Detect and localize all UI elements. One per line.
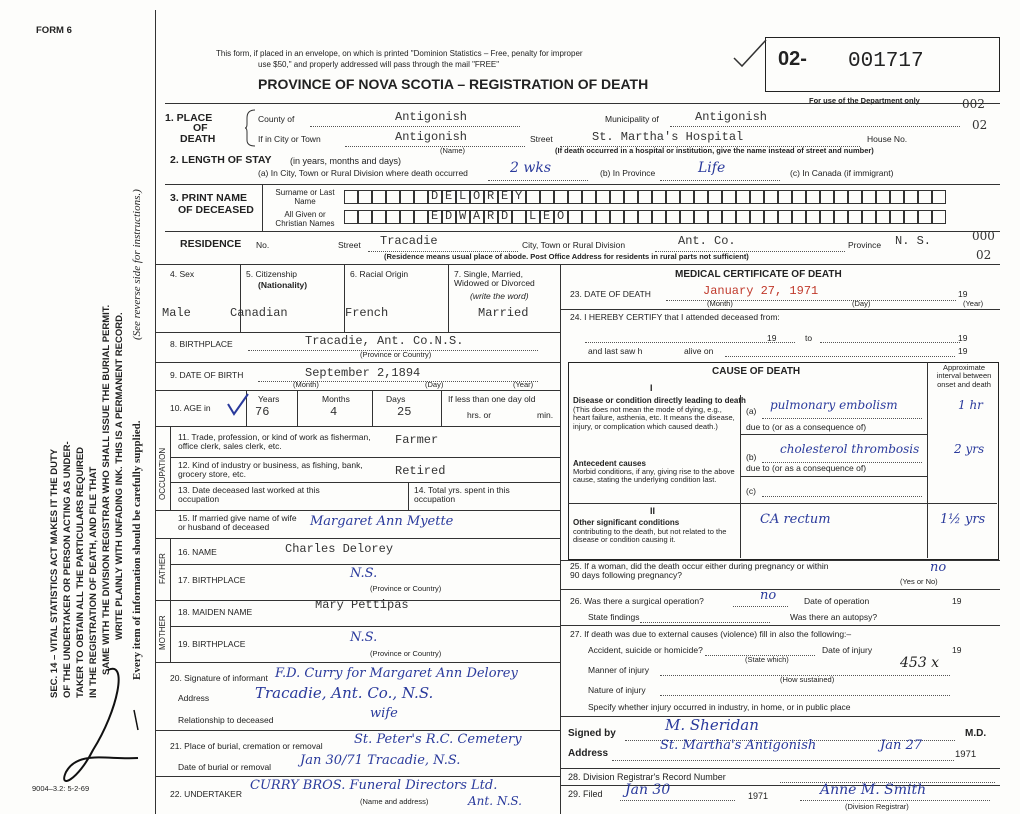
letter-cell [876,210,890,224]
cause-heading: CAUSE OF DEATH [712,366,801,377]
father-name-label: 16. NAME [178,547,217,557]
letter-cell [750,210,764,224]
months-label: Months [322,394,350,404]
racial-label: 6. Racial Origin [350,269,409,279]
letter-cell [652,210,666,224]
name-letter: A [473,209,481,223]
cause-a: pulmonary embolism [770,398,898,412]
letter-cell [554,190,568,204]
name-letter: O [473,189,481,203]
letter-cell [764,210,778,224]
letter-cell [694,210,708,224]
letter-cell [540,190,554,204]
mother-maiden-label: 18. MAIDEN NAME [178,607,253,617]
letter-cell [400,210,414,224]
md-label: M.D. [965,728,987,739]
letter-cell [526,190,540,204]
name-letter: E [445,189,453,203]
municipality-value: Antigonish [695,110,768,124]
registrar-signature: Anne M. Smith [820,782,927,798]
residence-province: N. S. [895,234,932,248]
letter-cell [372,190,386,204]
relationship-label: Relationship to deceased [178,715,274,725]
letter-cell [890,190,904,204]
page-title: PROVINCE OF NOVA SCOTIA – REGISTRATION OF DEATH [258,76,649,92]
stay-a-value: 2 wks [510,160,552,176]
approx-label: Approximate interval between onset and death [936,363,992,389]
province-label: Province [848,240,882,250]
accident-label: Accident, suicide or homicide? [588,645,703,655]
letter-cell [344,190,358,204]
letter-cell [722,210,736,224]
other-label: Other significant conditions [573,518,680,527]
death-date: January 27, 1971 [703,284,819,298]
letter-cell [610,190,624,204]
sig-address: St. Martha's Antigonish [660,738,817,753]
given-label: All Given or Christian Names [275,210,335,228]
age-label: 10. AGE in [170,403,211,413]
letter-cell [736,190,750,204]
letter-cell [582,190,596,204]
residence-street-label: Street [338,240,361,250]
birthplace-value: Tracadie, Ant. Co.N.S. [305,334,464,348]
death-date-label: 23. DATE OF DEATH [570,289,651,299]
residence-street: Tracadie [380,234,438,248]
how-sustained: (How sustained) [780,675,835,684]
letter-cell [638,190,652,204]
nationality-label: (Nationality) [258,280,308,290]
burial-place-label: 21. Place of burial, cremation or removal [170,741,323,751]
letter-cell [918,190,932,204]
due-to-1: due to (or as a consequence of) [746,422,867,432]
cause-a-interval: 1 hr [958,398,983,412]
name-letter: W [459,209,467,223]
death-19: 19 [958,289,968,299]
deceased-label: OF DECEASED [178,204,254,216]
side-text-3: TAKER TO OBTAIN ALL THE PARTICULARS REQUIRED [75,446,86,698]
mother-maiden: Mary Pettipas [315,598,409,612]
letter-cell [932,210,946,224]
dob-year-caption: (Year) [513,380,534,389]
burial-date: Jan 30/71 Tracadie, N.S. [300,753,461,768]
letter-cell [778,210,792,224]
letter-cell [820,210,834,224]
letter-cell [918,210,932,224]
letter-cell [610,210,624,224]
q25-sub: (Yes or No) [900,577,938,586]
letter-cell [932,190,946,204]
cause-a-label: (a) [746,406,757,416]
letter-cell [778,190,792,204]
place-of: OF [193,122,208,134]
death-day-caption: (Day) [852,299,871,308]
birthplace-label: 8. BIRTHPLACE [170,339,233,349]
dob-day-caption: (Day) [425,380,444,389]
letter-cell [414,190,428,204]
letter-cell [708,190,722,204]
death-year-caption: (Year) [963,299,984,308]
name-letter: Y [515,189,523,203]
alive-on-label: alive on [684,346,714,356]
dept-code-3: 000 [972,229,995,243]
q27-label: 27. If death was due to external causes (violence) fill in also the following:– [570,629,852,639]
letter-cell [848,210,862,224]
years-label: Years [258,394,280,404]
stay-b-label: (b) In Province [600,168,656,178]
burial-date-label: Date of burial or removal [178,762,272,772]
print-name-label: 3. PRINT NAME [170,192,248,204]
margin-signature [38,640,148,800]
dob-value: September 2,1894 [305,366,421,380]
medical-heading: MEDICAL CERTIFICATE OF DEATH [675,269,842,280]
state-which: (State which) [745,655,789,664]
less-day-label: If less than one day old [448,394,536,404]
name-letter: L [459,189,467,203]
residence-label: RESIDENCE [180,238,242,250]
where-label: Specify whether injury occurred in industry, in home, or in public place [588,702,851,712]
county-value: Antigonish [395,110,468,124]
dob-month-caption: (Month) [293,380,319,389]
alive-19: 19 [958,346,968,356]
reg-number: 001717 [848,50,924,73]
trade-value: Farmer [395,433,439,447]
name-letter: R [487,209,495,223]
letter-cell [372,210,386,224]
certify-label: 24. I HEREBY CERTIFY that I attended deceased from: [570,312,780,322]
relationship-value: wife [370,706,398,721]
letter-cell [792,210,806,224]
stay-a-label: (a) In City, Town or Rural Division where death occurred [258,168,468,178]
check-mark-icon [226,392,250,418]
manner-label: Manner of injury [588,665,649,675]
certify-19b: 19 [958,333,968,343]
mother-bp-sub: (Province or Country) [370,649,442,658]
street-label: Street [530,134,553,144]
direct-label: Disease or condition directly leading to death [573,396,746,405]
q29-label: 29. Filed [568,789,603,799]
stay-note: (in years, months and days) [290,156,402,166]
stay-b-value: Life [698,160,726,176]
undertaker-name: CURRY BROS. Funeral Directors Ltd. [250,778,498,793]
municipality-label: Municipality of [605,114,659,124]
name-letter: E [431,209,439,223]
father-bp-sub: (Province or Country) [370,584,442,593]
residence-no-label: No. [256,240,270,250]
residence-city: Ant. Co. [678,234,736,248]
mother-birthplace-label: 19. BIRTHPLACE [178,639,246,649]
envelope-note: This form, if placed in an envelope, on which is printed "Dominion Statistics – Free, penalty for improper [216,49,583,58]
side-text-8: Every item of information should be carefully supplied. [131,420,143,680]
stamp-number: 453 x [900,655,940,671]
q28-label: 28. Division Registrar's Record Number [568,772,726,782]
q26-label: 26. Was there a surgical operation? [570,596,704,606]
registration-number-box [765,37,1000,92]
side-text-5: SAME WITH THE DIVISION REGISTRAR WHO SHALL ISSUE THE BURIAL PERMIT. [101,304,112,675]
letter-cell [904,210,918,224]
side-text-6: WRITE PLAINLY WITH UNFADING INK. THIS IS A PERMANENT RECORD. [114,312,125,640]
department-use: For use of the Department only [809,96,920,105]
nature-label: Nature of injury [588,685,646,695]
operation-19: 19 [952,596,962,606]
letter-cell [386,190,400,204]
street-value: St. Martha's Hospital [592,130,744,144]
father-birthplace-label: 17. BIRTHPLACE [178,575,246,585]
letter-cell [596,190,610,204]
name-letter: D [445,209,453,223]
hospital-note: (If death occurred in a hospital or institution, give the name instead of street and number) [555,146,874,155]
cause-b-label: (b) [746,452,757,462]
letter-cell [624,190,638,204]
age-months: 4 [330,405,338,419]
occupation-side: OCCUPATION [158,447,167,500]
signed-label: Signed by [568,728,616,739]
side-text-1: SEC. 14 – VITAL STATISTICS ACT MAKES IT THE DUTY [49,448,60,698]
certify-to: to [805,333,813,343]
findings-label: State findings [588,612,640,622]
place-death: DEATH [180,133,216,145]
burial-place: St. Peter's R.C. Cemetery [354,732,522,747]
dept-code-4: 02 [976,248,992,262]
letter-cell [736,210,750,224]
father-birthplace: N.S. [350,566,378,581]
reg-prefix: 02- [778,48,807,70]
sig-year: 1971 [955,749,977,760]
due-to-2: due to (or as a consequence of) [746,463,867,473]
residence-city-label: City, Town or Rural Division [522,240,626,250]
industry-value: Retired [395,464,446,478]
marital-label: 7. Single, Married, Widowed or Divorced [454,269,535,289]
last-worked-label: 13. Date deceased last worked at this occupation [178,485,320,505]
letter-cell [624,210,638,224]
letter-cell [708,210,722,224]
other-interval: 1½ yrs [940,512,986,527]
letter-cell [764,190,778,204]
marital-value: Married [478,306,529,320]
q25-label: 25. If a woman, did the death occur either during pregnancy or within 90 days following pregnancy? [570,561,829,581]
side-text-2: OF THE UNDERTAKER OR PERSON ACTING AS UNDER- [62,441,73,698]
mother-birthplace: N.S. [350,630,378,645]
residence-note: (Residence means usual place of abode. Post Office Address for residents in rural parts not sufficient) [384,252,749,261]
letter-cell [890,210,904,224]
name-letter: R [487,189,495,203]
autopsy-label: Was there an autopsy? [790,612,878,622]
total-years-label: 14. Total yrs. spent in this occupation [414,485,510,505]
dob-label: 9. DATE OF BIRTH [170,370,244,380]
registrar-sub: (Division Registrar) [845,802,909,811]
cause-c-label: (c) [746,486,756,496]
letter-cell [834,210,848,224]
part-two: II [650,506,656,516]
hrs-label: hrs. or [467,410,492,420]
letter-cell [792,190,806,204]
name-letter: E [543,209,551,223]
letter-cell [862,210,876,224]
letter-cell [512,210,526,224]
birthplace-sub: (Province or Country) [360,350,432,359]
sig-date: Jan 27 [880,738,923,753]
letter-cell [806,210,820,224]
days-label: Days [386,394,406,404]
letter-cell [638,210,652,224]
citizenship-label: 5. Citizenship [246,269,298,279]
citizenship-value: Canadian [230,306,288,320]
letter-cell [848,190,862,204]
father-side: FATHER [158,553,167,584]
age-days: 25 [397,405,412,419]
letter-cell [806,190,820,204]
letter-cell [876,190,890,204]
other-note: contributing to the death, but not related to the disease or condition causing it. [573,527,727,545]
filed-date: Jan 30 [625,782,671,798]
letter-cell [568,190,582,204]
letter-cell [596,210,610,224]
marital-sub: (write the word) [470,291,529,301]
letter-cell [722,190,736,204]
side-text-7: (See reverse side for instructions.) [131,189,143,340]
death-month-caption: (Month) [707,299,733,308]
age-years: 76 [255,405,270,419]
undertaker-sub: (Name and address) [360,797,429,806]
letter-cell [750,190,764,204]
wife-value: Margaret Ann Myette [310,514,454,529]
father-name: Charles Delorey [285,542,394,556]
min-label: min. [537,410,554,420]
check-mark [730,38,770,68]
part-one: I [650,383,653,393]
stay-label: 2. LENGTH OF STAY [170,154,272,166]
undertaker-address: Ant. N.S. [468,794,522,808]
form-number: FORM 6 [36,25,72,36]
form-code: 9004–3.2: 5-2-69 [32,784,90,793]
last-saw-label: and last saw h [588,346,643,356]
letter-cell [666,190,680,204]
surname-label: Surname or Last Name [275,188,335,206]
informant-address-label: Address [178,693,210,703]
county-label: County of [258,114,295,124]
letter-cell [820,190,834,204]
letter-cell [694,190,708,204]
undertaker-label: 22. UNDERTAKER [170,789,242,799]
letter-cell [386,210,400,224]
letter-cell [904,190,918,204]
q25-value: no [930,560,947,575]
letter-cell [582,210,596,224]
injury-19: 19 [952,645,962,655]
letter-cell [680,210,694,224]
injury-date-label: Date of injury [822,645,873,655]
certify-19a: 19 [767,333,777,343]
filed-year: 1971 [748,791,769,801]
letter-cell [344,210,358,224]
name-letter: E [501,189,509,203]
letter-cell [414,210,428,224]
informant-address: Tracadie, Ant. Co., N.S. [255,684,434,702]
trade-label: 11. Trade, profession, or kind of work as fisherman, office clerk, sales clerk, etc. [178,432,371,452]
industry-label: 12. Kind of industry or business, as fishing, bank, grocery store, etc. [178,460,363,480]
q26-value: no [760,588,777,603]
sex-label: 4. Sex [170,269,195,279]
place-num: 1. PLACE [165,112,213,124]
sex-value: Male [162,306,191,320]
antecedent-label: Antecedent causes [573,459,646,468]
city-label: If in City or Town [258,134,321,144]
name-letter: D [501,209,509,223]
side-text-4: IN THE REGISTRATION OF DEATH, AND FILE THAT [88,466,99,698]
mother-side: MOTHER [158,615,167,650]
informant-signature: F.D. Curry for Margaret Ann Delorey [275,666,518,681]
letter-cell [862,190,876,204]
direct-note: (This does not mean the mode of dying, e.g., heart failure, asthenia, etc. It means the disease, injury, or complication which caused death.) [573,405,735,431]
letter-cell [358,210,372,224]
letter-cell [358,190,372,204]
letter-cell [666,210,680,224]
letter-cell [568,210,582,224]
city-value: Antigonish [395,130,468,144]
signed-value: M. Sheridan [665,716,759,734]
name-letter: D [431,189,439,203]
house-label: House No. [867,134,908,144]
wife-label: 15. If married give name of wife or husband of deceased [178,513,297,533]
cause-b-interval: 2 yrs [954,442,985,456]
letter-cell [652,190,666,204]
envelope-note-2: use $50," and properly addressed will pass through the mail "FREE" [258,60,500,69]
cause-b: cholesterol thrombosis [780,442,920,456]
name-letter: O [557,209,565,223]
dept-code-2: 02 [972,118,988,132]
letter-cell [834,190,848,204]
name-letter: L [529,209,537,223]
informant-label: 20. Signature of informant [170,673,268,683]
dept-code-1: 002 [962,97,985,111]
letter-cell [400,190,414,204]
racial-value: French [345,306,389,320]
stay-c-label: (c) In Canada (if immigrant) [790,168,894,178]
other-value: CA rectum [760,512,831,527]
operation-date-label: Date of operation [804,596,870,606]
sig-address-label: Address [568,748,609,759]
name-caption: (Name) [440,146,466,155]
antecedent-note: Morbid conditions, if any, giving rise to the above cause, stating the underlying condition last. [573,467,735,485]
letter-cell [680,190,694,204]
